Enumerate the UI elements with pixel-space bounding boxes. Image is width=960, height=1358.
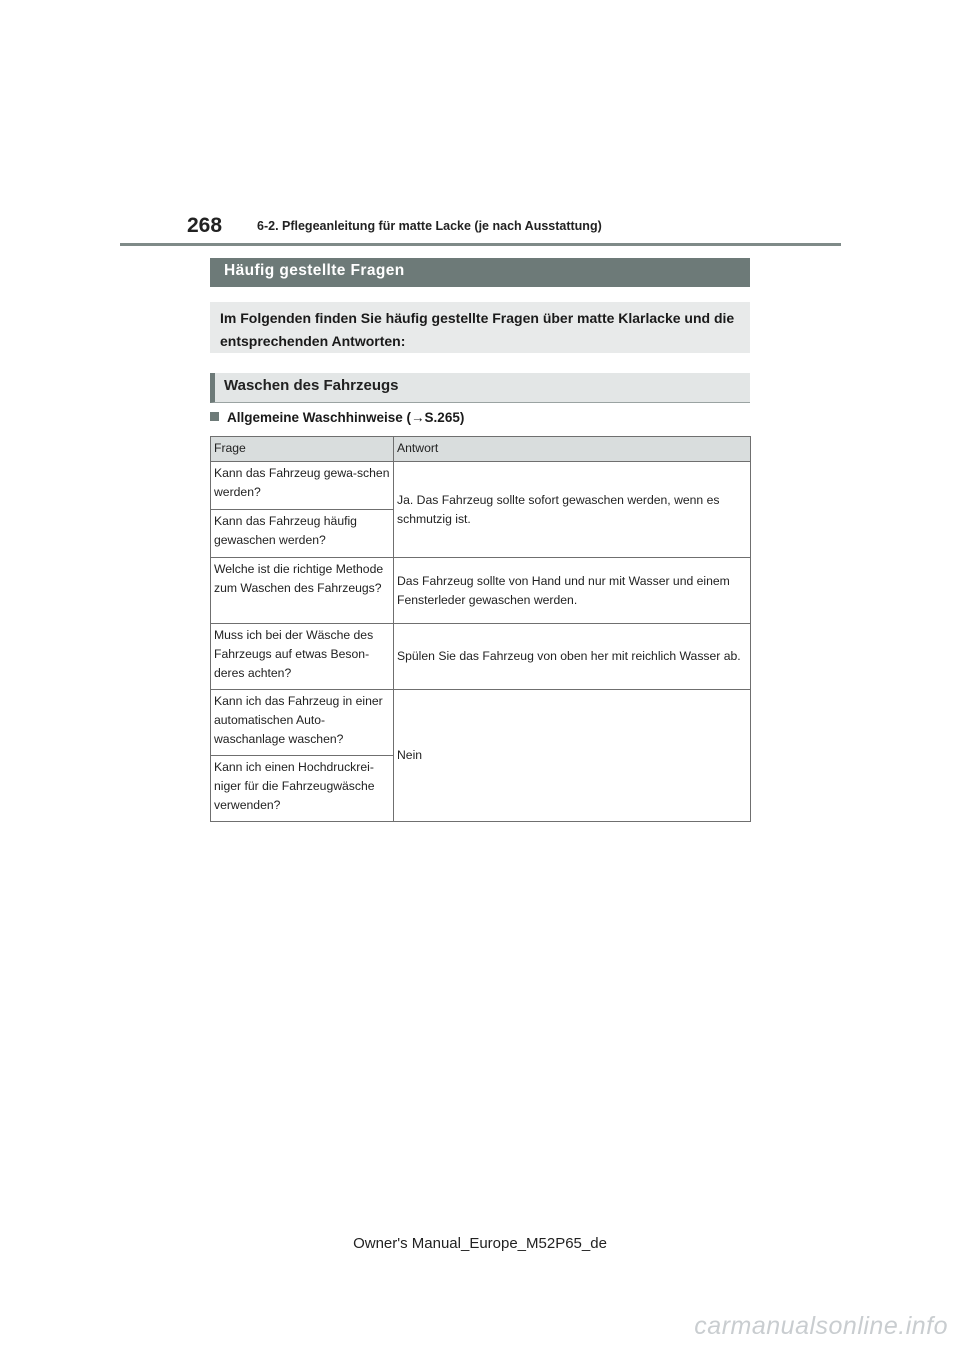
answer-cell: Nein (394, 690, 751, 822)
section-heading: Häufig gestellte Fragen (210, 258, 750, 287)
answer-cell: Ja. Das Fahrzeug sollte sofort gewaschen werden, wenn es schmutzig ist. (394, 462, 751, 558)
faq-table (210, 436, 751, 822)
header-question: Frage (211, 437, 394, 462)
table-row (211, 624, 751, 690)
table-header-row (211, 437, 751, 462)
answer-cell: Spülen Sie das Fahrzeug von oben her mit reichlich Wasser ab. (394, 624, 751, 690)
bullet-item (210, 410, 464, 425)
question-cell: Kann ich das Fahrzeug in einer automatischen Auto-waschanlage waschen? (211, 690, 394, 756)
question-cell: Welche ist die richtige Methode zum Waschen des Fahrzeugs? (211, 558, 394, 624)
footer-text: Owner's Manual_Europe_M52P65_de (353, 1235, 607, 1252)
header-answer: Antwort (394, 437, 751, 462)
subsection-heading: Waschen des Fahrzeugs (210, 373, 750, 403)
intro-text: Im Folgenden finden Sie häufig gestellte Fragen über matte Klarlacke und die entsprechenden Antworten: (210, 302, 750, 353)
question-cell: Kann das Fahrzeug häufig gewaschen werden? (211, 510, 394, 558)
page-number: 268 (187, 214, 223, 237)
table-row (211, 558, 751, 624)
chapter-title: 6-2. Pflegeanleitung für matte Lacke (je nach Ausstattung) (257, 219, 602, 233)
question-cell: Kann das Fahrzeug gewa-schen werden? (211, 462, 394, 510)
table-row (211, 690, 751, 756)
header-divider (120, 243, 841, 246)
answer-cell: Das Fahrzeug sollte von Hand und nur mit Wasser und einem Fensterleder gewaschen werden. (394, 558, 751, 624)
table-row (211, 462, 751, 510)
watermark: carmanualsonline.info (694, 1312, 948, 1340)
question-cell: Muss ich bei der Wäsche des Fahrzeugs auf etwas Beson-deres achten? (211, 624, 394, 690)
question-cell: Kann ich einen Hochdruckrei-niger für die Fahrzeugwäsche verwenden? (211, 756, 394, 822)
bullet-text: Allgemeine Waschhinweise (→S.265) (227, 410, 465, 425)
square-bullet-icon (210, 412, 219, 421)
